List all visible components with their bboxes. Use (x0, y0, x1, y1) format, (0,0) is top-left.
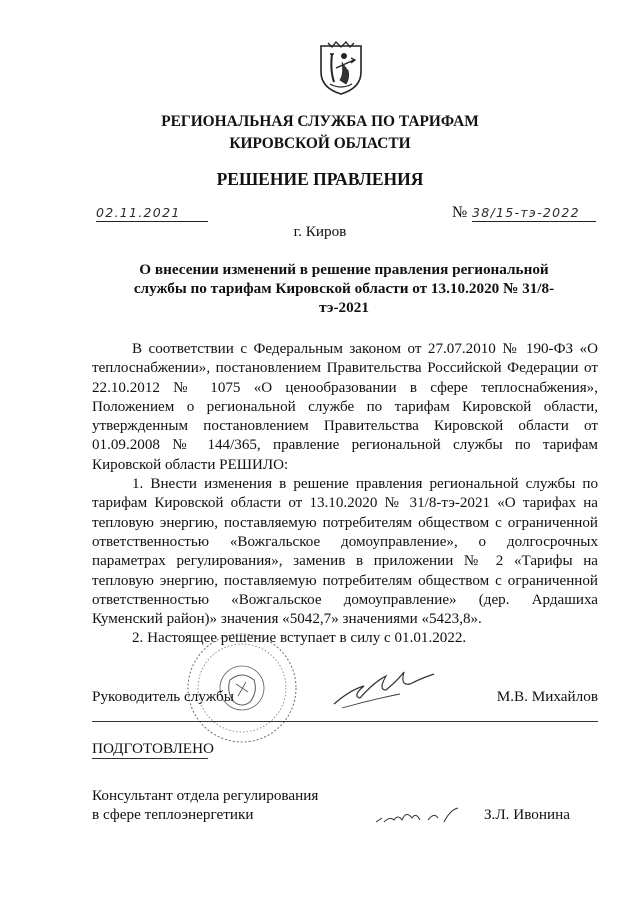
city: г. Киров (293, 223, 347, 240)
coat-of-arms-icon (318, 40, 364, 96)
document-date: 02.11.2021 (96, 205, 208, 222)
preamble-paragraph: В соответствии с Федеральным законом от 27.07.2010 № 190-ФЗ «О теплоснабжении», постановлением Правительства Российской Федерации от 22.10.2012 № 1075 «О ценообразовании в сфере теплоснабжения», Положением о региональной службе по тарифам Кировской области, утвержденным постановлением Правительства Кировской области от 01.09.2008 № 144/365, правление региональной службы по тарифам Кировской области РЕШИЛО: (92, 341, 598, 473)
number-label: № (452, 204, 468, 221)
decision-item-2: 2. Настоящее решение вступает в силу с 01.01.2022. (132, 630, 467, 647)
document-type: РЕШЕНИЕ ПРАВЛЕНИЯ (216, 169, 424, 189)
preparer-position-line1: Консультант отдела регулирования (92, 787, 319, 804)
preparer-name: З.Л. Ивонина (483, 806, 570, 823)
signatory-name: М.В. Михайлов (496, 688, 598, 705)
prepared-label: ПОДГОТОВЛЕНО (92, 740, 215, 757)
organization-name-line2: КИРОВСКОЙ ОБЛАСТИ (229, 135, 411, 152)
preparer-signature (372, 802, 464, 830)
signatory-role: Руководитель службы (92, 688, 234, 705)
signature-divider (92, 721, 598, 722)
decision-item-1: 1. Внести изменения в решение правления региональной службы по тарифам Кировской области от 13.10.2020 № 31/8-тэ-2021 «О тарифах на тепловую энергию, поставляемую потребителям обществом с ограниченной ответственностью «Вожгальское домоуправление», о долгосрочных параметрах регулирования», заменив в приложении № 2 «Тарифы на тепловую энергию, поставляемую потребителям обществом с ограниченной ответственностью «Вожгальское домоуправление» (дер. Ардашиха Куменский район)» значения «5042,7» значениями «5423,8». (92, 476, 598, 628)
organization-name-line1: РЕГИОНАЛЬНАЯ СЛУЖБА ПО ТАРИФАМ (161, 113, 479, 130)
preparer-position-line2: в сфере теплоэнергетики (92, 806, 254, 823)
prepared-underline (92, 758, 208, 759)
document-number: 38/15-тэ-2022 (472, 205, 596, 222)
document-title: О внесении изменений в решение правления региональной службы по тарифам Кировской области от 13.10.2020 № 31/8-тэ-2021 (133, 261, 555, 316)
document-body (92, 340, 598, 649)
head-signature (330, 660, 440, 714)
